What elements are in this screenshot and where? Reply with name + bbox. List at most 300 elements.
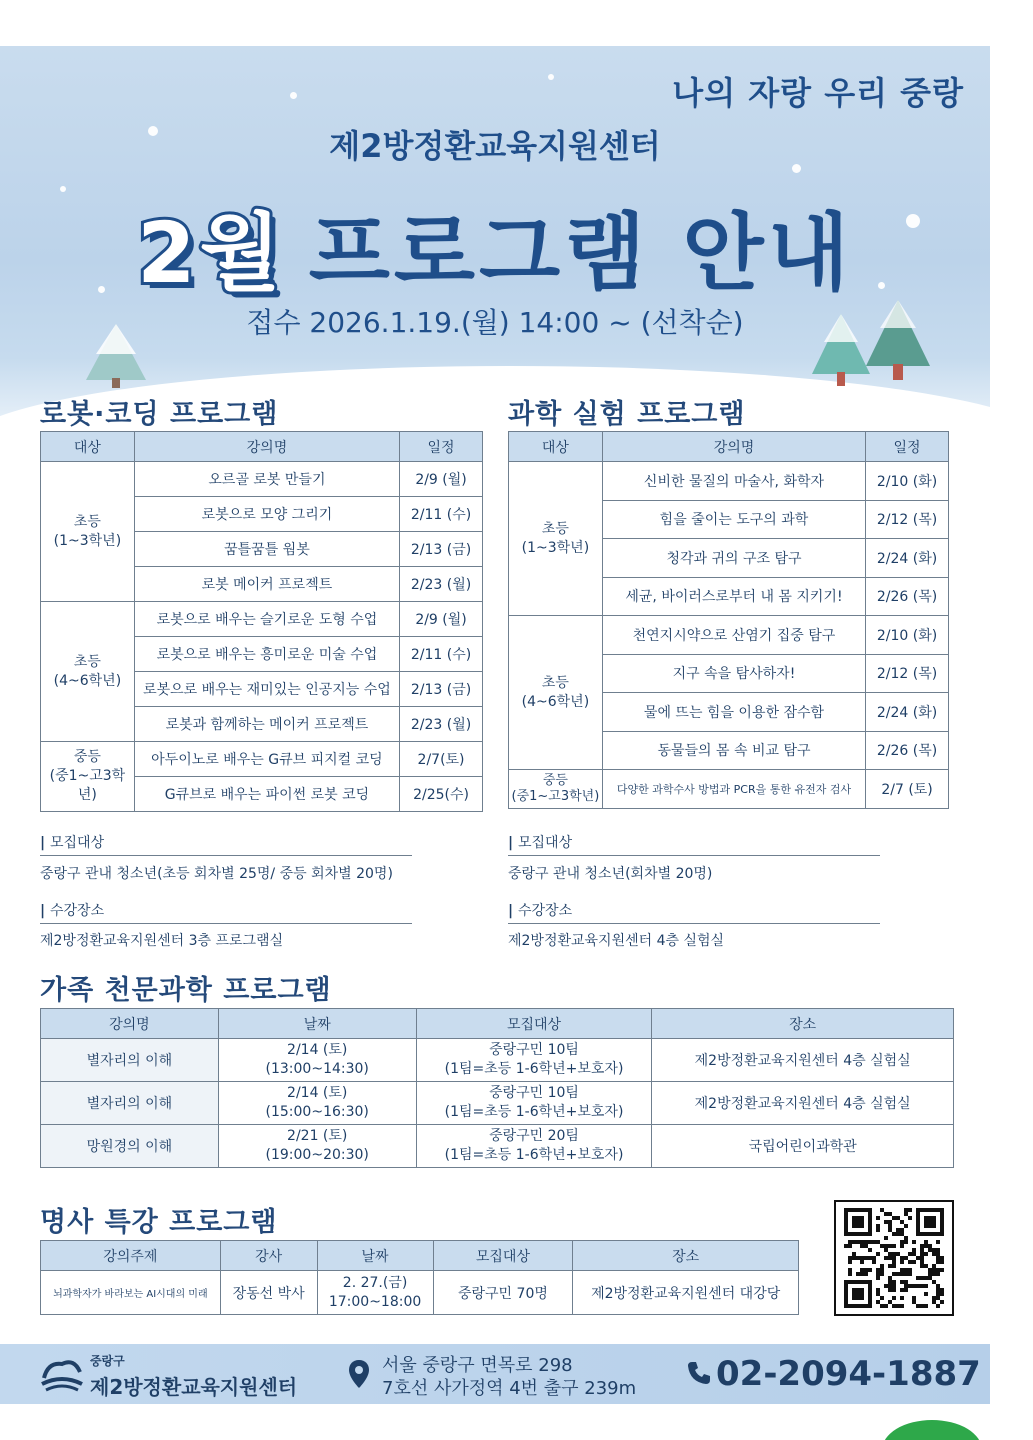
qr-module — [864, 1268, 868, 1272]
qr-module — [936, 1272, 940, 1276]
recruit-target: 중랑구민 70명 — [433, 1271, 573, 1315]
robot-program-table — [40, 431, 483, 812]
qr-module — [936, 1284, 940, 1288]
qr-module — [900, 1228, 904, 1232]
qr-module — [936, 1248, 940, 1252]
qr-module — [928, 1272, 932, 1276]
qr-module — [936, 1304, 940, 1308]
column-header: 대상 — [41, 432, 135, 462]
qr-module — [884, 1220, 888, 1224]
lecture-date: 2/11 (수) — [400, 497, 483, 532]
recruit-target: 중랑구민 10팀 (1팀=초등 1-6학년+보호자) — [416, 1039, 652, 1082]
lecture-topic: 뇌과학자가 바라보는 AI시대의 미래 — [41, 1271, 221, 1315]
qr-module — [920, 1284, 924, 1288]
table-row — [41, 1082, 954, 1125]
center-name: 제2방정환교육지원센터 — [329, 127, 661, 165]
science-place-text: 제2방정환교육지원센터 4층 실험실 — [508, 933, 725, 949]
qr-module — [924, 1276, 928, 1280]
footer-directions: 7호선 사가정역 4번 출구 239m — [382, 1378, 637, 1399]
qr-module — [880, 1272, 884, 1276]
qr-module — [900, 1232, 904, 1236]
qr-module — [900, 1280, 904, 1284]
lecture-name: 세균, 바이러스로부터 내 몸 지키기! — [602, 577, 865, 616]
qr-module — [936, 1240, 940, 1244]
table-row — [41, 1125, 954, 1168]
qr-module — [892, 1288, 896, 1292]
lecture-name: 힘을 줄이는 도구의 과학 — [602, 500, 865, 539]
footer-district: 중랑구 — [90, 1354, 125, 1368]
qr-module — [908, 1216, 912, 1220]
lecture-date: 2/13 (금) — [400, 672, 483, 707]
qr-module — [880, 1264, 884, 1268]
qr-module — [936, 1260, 940, 1264]
qr-module — [940, 1268, 944, 1272]
qr-module — [864, 1272, 868, 1276]
qr-module — [884, 1284, 888, 1288]
table-row — [41, 1039, 954, 1082]
qr-module — [880, 1244, 884, 1248]
qr-module — [876, 1292, 880, 1296]
lecture-name: 망원경의 이해 — [41, 1125, 219, 1168]
qr-module — [900, 1288, 904, 1292]
qr-module — [876, 1240, 880, 1244]
qr-module — [936, 1292, 940, 1296]
column-header: 강의주제 — [41, 1241, 221, 1271]
qr-module — [852, 1240, 856, 1244]
lecture-name: 동물들의 몸 속 비교 탐구 — [602, 731, 865, 770]
lecture-date: 2/7(토) — [400, 742, 483, 777]
qr-module — [876, 1216, 880, 1220]
target-cell: 중등 (중1~고3학년) — [509, 770, 603, 809]
qr-module — [904, 1240, 908, 1244]
table-row — [41, 742, 483, 777]
qr-module — [904, 1288, 908, 1292]
qr-module — [912, 1296, 916, 1300]
qr-module — [904, 1208, 908, 1212]
qr-module — [932, 1252, 936, 1256]
lecture-date: 2/12 (목) — [866, 654, 949, 693]
lecture-name: 로봇으로 배우는 재미있는 인공지능 수업 — [134, 672, 399, 707]
target-cell: 초등 (1~3학년) — [41, 462, 135, 602]
qr-module — [884, 1244, 888, 1248]
qr-code-icon[interactable] — [834, 1200, 954, 1316]
lecture-date: 2/7 (토) — [866, 770, 949, 809]
lecture-date: 2/26 (목) — [866, 731, 949, 770]
qr-module — [908, 1272, 912, 1276]
qr-module — [916, 1276, 920, 1280]
target-cell: 초등 (4~6학년) — [41, 602, 135, 742]
table-row — [41, 602, 483, 637]
table-row — [509, 616, 949, 655]
qr-module — [916, 1256, 920, 1260]
qr-module — [940, 1288, 944, 1292]
science-program-table — [508, 431, 949, 809]
qr-module — [888, 1228, 892, 1232]
qr-module — [936, 1268, 940, 1272]
qr-module — [848, 1256, 852, 1260]
qr-module — [876, 1276, 880, 1280]
qr-module — [892, 1252, 896, 1256]
qr-module — [868, 1268, 872, 1272]
lecture-name: G큐브로 배우는 파이썬 로봇 코딩 — [134, 777, 399, 812]
qr-module — [924, 1264, 928, 1268]
poster — [0, 46, 990, 1404]
qr-module — [900, 1240, 904, 1244]
qr-module — [912, 1284, 916, 1288]
qr-module — [892, 1244, 896, 1248]
qr-module — [880, 1268, 884, 1272]
lecture-name: 로봇과 함께하는 메이커 프로젝트 — [134, 707, 399, 742]
lecture-date: 2/10 (화) — [866, 616, 949, 655]
lecture-place: 제2방정환교육지원센터 4층 실험실 — [652, 1039, 954, 1082]
lecture-name: 아두이노로 배우는 G큐브 피지컬 코딩 — [134, 742, 399, 777]
qr-module — [888, 1224, 892, 1228]
hero-banner — [0, 46, 990, 436]
science-recruit-text: 중랑구 관내 청소년(회차별 20명) — [508, 866, 713, 882]
qr-module — [936, 1256, 940, 1260]
qr-module — [940, 1292, 944, 1296]
tree-icon — [862, 296, 934, 382]
qr-module — [932, 1296, 936, 1300]
qr-module — [920, 1276, 924, 1280]
qr-module — [924, 1252, 928, 1256]
map-pin-icon — [348, 1359, 370, 1389]
lecture-program-table — [40, 1240, 799, 1315]
qr-module — [924, 1292, 928, 1296]
lecture-place: 제2방정환교육지원센터 대강당 — [573, 1271, 799, 1315]
registration-info: 접수 2026.1.19.(월) 14:00 ~ (선착순) — [246, 306, 744, 339]
qr-module — [856, 1240, 860, 1244]
lecture-place: 국립어린이과학관 — [652, 1125, 954, 1168]
lecture-speaker: 장동선 박사 — [220, 1271, 317, 1315]
qr-module — [924, 1244, 928, 1248]
qr-module — [896, 1228, 900, 1232]
qr-module — [932, 1300, 936, 1304]
qr-module — [876, 1252, 880, 1256]
lecture-date: 2/26 (목) — [866, 577, 949, 616]
qr-module — [876, 1288, 880, 1292]
month-badge: 2월 — [137, 204, 285, 302]
qr-module — [900, 1220, 904, 1224]
qr-module — [904, 1224, 908, 1228]
qr-module — [904, 1272, 908, 1276]
lecture-name: 꿈틀꿈틀 웜봇 — [134, 532, 399, 567]
science-place-label: | 수강장소 — [508, 900, 880, 924]
column-header: 일정 — [866, 432, 949, 462]
qr-module — [868, 1256, 872, 1260]
recruit-target: 중랑구민 20팀 (1팀=초등 1-6학년+보호자) — [416, 1125, 652, 1168]
qr-module — [900, 1244, 904, 1248]
robot-recruit-text: 중랑구 관내 청소년(초등 회차별 25명/ 중등 회차별 20명) — [40, 866, 393, 882]
qr-module — [892, 1296, 896, 1300]
lecture-name: 신비한 물질의 마술사, 화학자 — [602, 462, 865, 501]
lecture-date: 2/9 (월) — [400, 602, 483, 637]
lecture-name: 오르골 로봇 만들기 — [134, 462, 399, 497]
column-header: 강의명 — [602, 432, 865, 462]
lecture-date: 2. 27.(금) 17:00~18:00 — [317, 1271, 433, 1315]
lecture-name: 지구 속을 탐사하자! — [602, 654, 865, 693]
qr-module — [848, 1272, 852, 1276]
lecture-date: 2/11 (수) — [400, 637, 483, 672]
lecture-date: 2/23 (월) — [400, 567, 483, 602]
qr-module — [912, 1260, 916, 1264]
qr-module — [884, 1304, 888, 1308]
qr-module — [848, 1260, 852, 1264]
qr-module — [908, 1252, 912, 1256]
lecture-name: 별자리의 이해 — [41, 1082, 219, 1125]
qr-module — [864, 1244, 868, 1248]
qr-module — [860, 1260, 864, 1264]
qr-module — [892, 1260, 896, 1264]
qr-module — [860, 1268, 864, 1272]
lecture-place: 제2방정환교육지원센터 4층 실험실 — [652, 1082, 954, 1125]
qr-module — [852, 1252, 856, 1256]
qr-module — [896, 1304, 900, 1308]
robot-place-label: | 수강장소 — [40, 900, 412, 924]
qr-module — [860, 1240, 864, 1244]
qr-module — [928, 1276, 932, 1280]
qr-module — [888, 1300, 892, 1304]
column-header: 모집대상 — [433, 1241, 573, 1271]
column-header: 장소 — [652, 1009, 954, 1039]
lecture-date: 2/24 (화) — [866, 539, 949, 578]
qr-module — [912, 1248, 916, 1252]
lecture-name: 로봇 메이커 프로젝트 — [134, 567, 399, 602]
qr-module — [896, 1272, 900, 1276]
qr-module — [884, 1256, 888, 1260]
qr-module — [888, 1252, 892, 1256]
qr-module — [896, 1232, 900, 1236]
lecture-name: 다양한 과학수사 방법과 PCR을 통한 유전자 검사 — [602, 770, 865, 809]
robot-section-title: 로봇·코딩 프로그램 — [40, 399, 279, 430]
lecture-date: 2/24 (화) — [866, 693, 949, 732]
qr-module — [900, 1268, 904, 1272]
qr-module — [892, 1272, 896, 1276]
science-section-title: 과학 실험 프로그램 — [508, 399, 746, 430]
qr-module — [920, 1248, 924, 1252]
qr-module — [876, 1300, 880, 1304]
qr-module — [872, 1256, 876, 1260]
table-row — [41, 1271, 799, 1315]
qr-module — [884, 1212, 888, 1216]
qr-module — [848, 1244, 852, 1248]
qr-module — [888, 1288, 892, 1292]
lecture-date: 2/12 (목) — [866, 500, 949, 539]
qr-module — [916, 1284, 920, 1288]
qr-module — [892, 1264, 896, 1268]
lecture-date: 2/21 (토) (19:00~20:30) — [218, 1125, 416, 1168]
astro-section-title: 가족 천문과학 프로그램 — [40, 975, 332, 1006]
lecture-name: 로봇으로 배우는 슬기로운 도형 수업 — [134, 602, 399, 637]
main-title-rest: 프로그램 안내 — [308, 204, 853, 302]
lecture-date: 2/14 (토) (13:00~14:30) — [218, 1039, 416, 1082]
robot-recruit-label: | 모집대상 — [40, 832, 412, 856]
lecture-section-title: 명사 특강 프로그램 — [40, 1207, 278, 1238]
qr-module — [920, 1260, 924, 1264]
qr-module — [888, 1280, 892, 1284]
tree-icon — [76, 320, 156, 388]
qr-module — [932, 1264, 936, 1268]
qr-module — [920, 1264, 924, 1268]
qr-module — [920, 1304, 924, 1308]
qr-module — [920, 1244, 924, 1248]
qr-module — [888, 1256, 892, 1260]
qr-module — [872, 1260, 876, 1264]
qr-module — [908, 1208, 912, 1212]
qr-module — [884, 1236, 888, 1240]
qr-module — [860, 1272, 864, 1276]
lecture-date: 2/10 (화) — [866, 462, 949, 501]
qr-module — [900, 1256, 904, 1260]
table-header-row — [41, 432, 483, 462]
qr-module — [912, 1240, 916, 1244]
qr-module — [928, 1244, 932, 1248]
qr-module — [888, 1276, 892, 1280]
qr-module — [888, 1220, 892, 1224]
lecture-date: 2/25(수) — [400, 777, 483, 812]
qr-module — [868, 1240, 872, 1244]
qr-module — [900, 1296, 904, 1300]
lecture-name: 천연지시약으로 산염기 집중 탐구 — [602, 616, 865, 655]
qr-module — [892, 1284, 896, 1288]
column-header: 날짜 — [218, 1009, 416, 1039]
column-header: 일정 — [400, 432, 483, 462]
qr-module — [908, 1284, 912, 1288]
qr-module — [912, 1252, 916, 1256]
table-row — [509, 770, 949, 809]
slogan: 나의 자랑 우리 중랑 — [672, 74, 964, 112]
qr-module — [900, 1260, 904, 1264]
qr-module — [880, 1208, 884, 1212]
footer-org-name: 제2방정환교육지원센터 — [90, 1375, 298, 1399]
lecture-date: 2/14 (토) (15:00~16:30) — [218, 1082, 416, 1125]
qr-module — [892, 1216, 896, 1220]
table-row — [509, 462, 949, 501]
column-header: 강의명 — [134, 432, 399, 462]
lecture-name: 물에 뜨는 힘을 이용한 잠수함 — [602, 693, 865, 732]
footer-address: 서울 중랑구 면목로 298 — [382, 1355, 573, 1376]
table-header-row — [41, 1241, 799, 1271]
qr-module — [904, 1256, 908, 1260]
phone-icon — [686, 1360, 712, 1386]
robot-place-text: 제2방정환교육지원센터 3층 프로그램실 — [40, 933, 284, 949]
lecture-name: 로봇으로 모양 그리기 — [134, 497, 399, 532]
qr-module — [924, 1284, 928, 1288]
column-header: 날짜 — [317, 1241, 433, 1271]
qr-module — [856, 1272, 860, 1276]
qr-module — [852, 1256, 856, 1260]
qr-module — [860, 1244, 864, 1248]
qr-module — [892, 1280, 896, 1284]
qr-module — [932, 1268, 936, 1272]
qr-module — [904, 1212, 908, 1216]
qr-module — [932, 1272, 936, 1276]
target-cell: 초등 (4~6학년) — [509, 616, 603, 770]
qr-module — [876, 1224, 880, 1228]
lecture-date: 2/13 (금) — [400, 532, 483, 567]
qr-module — [936, 1288, 940, 1292]
qr-module — [916, 1304, 920, 1308]
qr-module — [880, 1304, 884, 1308]
qr-module — [888, 1284, 892, 1288]
qr-module — [844, 1244, 848, 1248]
qr-module — [892, 1232, 896, 1236]
column-header: 모집대상 — [416, 1009, 652, 1039]
qr-module — [856, 1256, 860, 1260]
lecture-name: 별자리의 이해 — [41, 1039, 219, 1082]
snowflake-icon — [548, 74, 554, 80]
qr-module — [864, 1240, 868, 1244]
qr-module — [928, 1268, 932, 1272]
footer — [0, 1344, 990, 1404]
column-header: 강사 — [220, 1241, 317, 1271]
qr-module — [868, 1248, 872, 1252]
qr-module — [936, 1296, 940, 1300]
qr-module — [932, 1248, 936, 1252]
astro-program-table — [40, 1008, 954, 1168]
qr-module — [888, 1212, 892, 1216]
qr-module — [904, 1280, 908, 1284]
qr-module — [864, 1256, 868, 1260]
qr-module — [888, 1264, 892, 1268]
qr-module — [900, 1304, 904, 1308]
qr-module — [900, 1272, 904, 1276]
qr-module — [924, 1304, 928, 1308]
qr-module — [896, 1252, 900, 1256]
qr-module — [872, 1240, 876, 1244]
qr-module — [920, 1256, 924, 1260]
qr-module — [940, 1300, 944, 1304]
table-row — [41, 462, 483, 497]
snowflake-icon — [290, 92, 297, 99]
table-header-row — [41, 1009, 954, 1039]
qr-module — [884, 1248, 888, 1252]
main-title — [0, 186, 990, 307]
science-recruit-label: | 모집대상 — [508, 832, 880, 856]
qr-module — [904, 1284, 908, 1288]
qr-module — [932, 1280, 936, 1284]
qr-module — [888, 1244, 892, 1248]
qr-module — [896, 1216, 900, 1220]
qr-module — [904, 1268, 908, 1272]
table-header-row — [509, 432, 949, 462]
qr-module — [892, 1256, 896, 1260]
qr-module — [876, 1268, 880, 1272]
qr-module — [908, 1268, 912, 1272]
qr-module — [940, 1256, 944, 1260]
qr-module — [904, 1236, 908, 1240]
lecture-name: 로봇으로 배우는 흥미로운 미술 수업 — [134, 637, 399, 672]
corner-decoration — [882, 1420, 982, 1440]
target-cell: 초등 (1~3학년) — [509, 462, 603, 616]
qr-module — [940, 1260, 944, 1264]
footer-phone[interactable]: 02-2094-1887 — [716, 1354, 981, 1394]
qr-module — [936, 1252, 940, 1256]
qr-module — [892, 1304, 896, 1308]
lecture-date: 2/23 (월) — [400, 707, 483, 742]
qr-module — [908, 1260, 912, 1264]
qr-module — [880, 1296, 884, 1300]
qr-module — [848, 1240, 852, 1244]
qr-module — [860, 1256, 864, 1260]
recruit-target: 중랑구민 10팀 (1팀=초등 1-6학년+보호자) — [416, 1082, 652, 1125]
qr-module — [920, 1252, 924, 1256]
target-cell: 중등 (중1~고3학년) — [41, 742, 135, 812]
logo-icon — [38, 1354, 86, 1394]
qr-module — [876, 1228, 880, 1232]
column-header: 장소 — [573, 1241, 799, 1271]
qr-module — [924, 1240, 928, 1244]
